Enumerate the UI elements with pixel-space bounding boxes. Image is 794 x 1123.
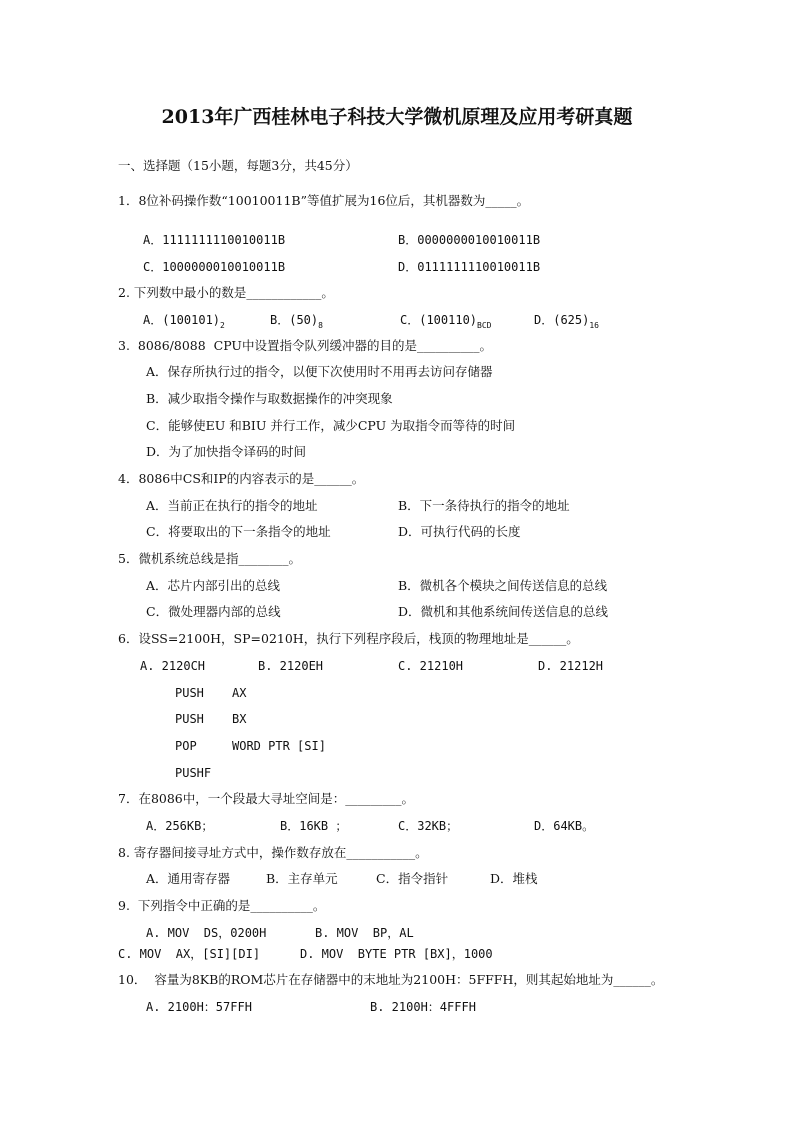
question-8-option-b: B．主存单元: [266, 871, 338, 886]
question-4-option-c: C．将要取出的下一条指令的地址: [146, 524, 331, 539]
code-line-3-arg: WORD PTR [SI]: [232, 739, 326, 753]
question-5-option-c: C．微处理器内部的总线: [146, 604, 281, 619]
question-5-option-a: A．芯片内部引出的总线: [146, 578, 281, 593]
question-4-stem: 4．8086中CS和IP的内容表示的是______。: [118, 471, 365, 486]
question-7-option-b: B．16KB ；: [280, 819, 348, 833]
question-6-option-a: A. 2120CH: [140, 659, 206, 673]
question-2-option-d: D．$(625)_{16}$: [534, 313, 599, 330]
question-2-option-c: C．$(100110)_{BCD}$: [400, 313, 492, 330]
code-line-3-op: POP: [175, 739, 197, 753]
question-9-option-d: D. MOV BYTE PTR [BX]，1000: [300, 947, 493, 961]
section-heading: 一、选择题（15小题，每题3分，共45分）: [118, 158, 358, 173]
question-8-option-a: A．通用寄存器: [146, 871, 231, 886]
question-6-option-b: B. 2120EH: [258, 659, 324, 673]
question-5-option-b: B．微机各个模块之间传送信息的总线: [398, 578, 608, 593]
question-4-option-b: B．下一条待执行的指令的地址: [398, 498, 570, 513]
question-5-option-d: D．微机和其他系统间传送信息的总线: [398, 604, 609, 619]
question-4-option-a: A．当前正在执行的指令的地址: [146, 498, 318, 513]
question-7-stem: 7．在8086中，一个段最大寻址空间是：_________。: [118, 791, 415, 806]
question-9-option-a: A. MOV DS，0200H: [146, 926, 267, 940]
question-6-stem: 6．设SS=2100H，SP=0210H，执行下列程序段后，栈顶的物理地址是______。: [118, 631, 579, 646]
question-1-stem: 1．8位补码操作数“10010011B”等值扩展为16位后，其机器数为_____。: [118, 193, 530, 208]
question-3-stem: 3. 8086/8088 CPU中设置指令队列缓冲器的目的是__________。: [118, 338, 492, 353]
question-4-option-d: D．可执行代码的长度: [398, 524, 521, 539]
question-2-option-a: A．$(100101)_2$: [143, 313, 225, 330]
question-1-option-a: A．1111111110010011B: [143, 233, 286, 247]
code-line-1-op: PUSH: [175, 686, 204, 700]
code-line-2-arg: BX: [232, 712, 247, 726]
question-1-option-b: B．0000000010010011B: [398, 233, 541, 247]
question-8-stem: 8. 寄存器间接寻址方式中，操作数存放在___________。: [118, 845, 428, 860]
question-3-option-a: A．保存所执行过的指令，以便下次使用时不用再去访问存储器: [146, 364, 493, 379]
question-1-option-d: D．0111111110010011B: [398, 260, 541, 274]
page-title: 2013年广西桂林电子科技大学微机原理及应用考研真题: [161, 106, 633, 128]
question-9-stem: 9. 下列指令中正确的是__________。: [118, 898, 326, 913]
question-7-option-a: A．256KB；: [146, 819, 214, 833]
question-10-option-b: B. 2100H：4FFFH: [370, 1000, 476, 1014]
question-6-option-d: D. 21212H: [538, 659, 604, 673]
code-line-4-op: PUSHF: [175, 766, 212, 780]
question-3-option-c: C．能够使EU 和BIU 并行工作，减少CPU 为取指令而等待的时间: [146, 418, 516, 433]
question-1-option-c: C．1000000010010011B: [143, 260, 286, 274]
question-7-option-c: C．32KB；: [398, 819, 459, 833]
question-2-stem: 2. 下列数中最小的数是____________。: [118, 285, 334, 300]
question-8-option-c: C．指令指针: [376, 871, 449, 886]
question-10-stem: 10． 容量为8KB的ROM芯片在存储器中的末地址为2100H：5FFFH，则其起始地址为______。: [118, 972, 664, 987]
code-line-1-arg: AX: [232, 686, 247, 700]
code-line-2-op: PUSH: [175, 712, 204, 726]
question-9-option-b: B. MOV BP，AL: [315, 926, 414, 940]
question-9-option-c: C. MOV AX，[SI][DI]: [118, 947, 261, 961]
question-7-option-d: D．64KB。: [534, 819, 595, 833]
question-3-option-b: B．减少取指令操作与取数据操作的冲突现象: [146, 391, 393, 406]
question-3-option-d: D．为了加快指令译码的时间: [146, 444, 307, 459]
question-6-option-c: C. 21210H: [398, 659, 464, 673]
question-5-stem: 5．微机系统总线是指________。: [118, 551, 301, 566]
question-2-option-b: B．$(50)_8$: [270, 313, 323, 330]
question-10-option-a: A. 2100H：57FFH: [146, 1000, 252, 1014]
question-8-option-d: D．堆栈: [490, 871, 538, 886]
